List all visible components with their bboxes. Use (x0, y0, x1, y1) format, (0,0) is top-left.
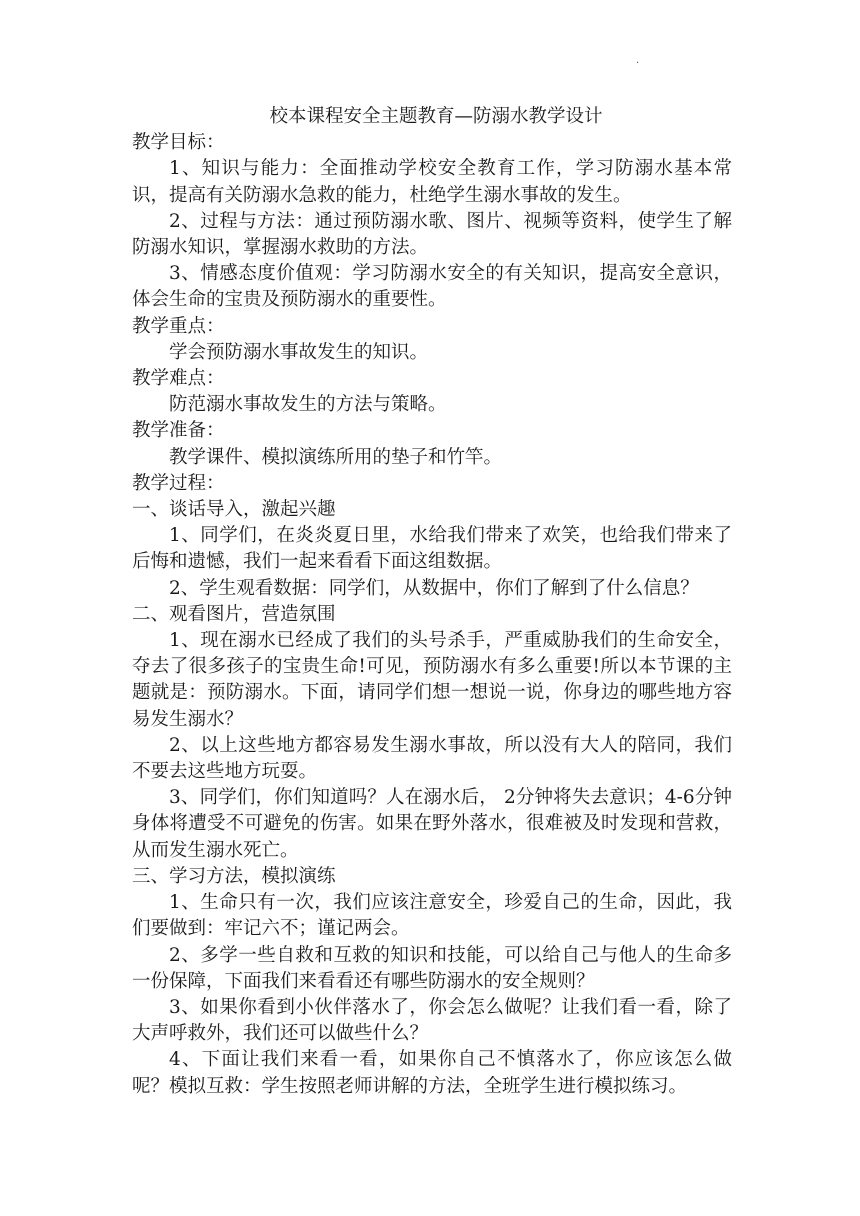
difficulties-text: 防范溺水事故发生的方法与策略。 (169, 394, 447, 416)
preparation-text: 教学课件、模拟演练所用的垫子和竹竿。 (169, 446, 503, 468)
section-paragraph: 1、同学们，在炎炎夏日里，水给我们带来了欢笑，也给我们带来了后悔和遗憾，我们一起来看看下面这组数据。 (132, 525, 732, 573)
goal-item: 1、知识与能力：全面推动学校安全教育工作，学习防溺水基本常识，提高有关防溺水急救的能力，杜绝学生溺水事故的发生。 (132, 158, 732, 206)
goal-item: 2、过程与方法：通过预防溺水歌、图片、视频等资料，使学生了解防溺水知识，掌握溺水救助的方法。 (132, 210, 732, 259)
process-heading: 教学过程： (132, 472, 225, 494)
section-paragraph: 4、下面让我们来看一看，如果你自己不慎落水了，你应该怎么做呢？模拟互救：学生按照老师讲解的方法，全班学生进行模拟练习。 (132, 1049, 732, 1097)
section-paragraph: 1、现在溺水已经成了我们的头号杀手，严重威胁我们的生命安全，夺去了很多孩子的宝贵生命!可见，预防溺水有多么重要!所以本节课的主题就是：预防溺水。下面，请同学们想一想说一说，你身边的哪些地方容易发生溺水？ (132, 630, 732, 730)
section-paragraph: 3、如果你看到小伙伴落水了，你会怎么做呢？让我们看一看，除了大声呼救外，我们还可以做些什么？ (132, 996, 732, 1045)
section-paragraph: 3、同学们，你们知道吗？人在溺水后， 2分钟将失去意识；4-6分钟身体将遭受不可避免的伤害。如果在野外落水，很难被及时发现和营救，从而发生溺水死亡。 (132, 787, 732, 861)
document-body (132, 104, 732, 1100)
document-title: 校本课程安全主题教育—防溺水教学设计 (269, 106, 603, 127)
preparation-heading: 教学准备： (132, 420, 225, 442)
section-title: 三、学习方法，模拟演练 (132, 865, 336, 887)
goals-heading: 教学目标： (132, 132, 225, 154)
key-points-heading: 教学重点： (132, 315, 225, 337)
section-paragraph: 2、学生观看数据：同学们，从数据中，你们了解到了什么信息？ (169, 577, 699, 599)
section-title: 二、观看图片，营造氛围 (132, 603, 336, 625)
section-paragraph: 1、生命只有一次，我们应该注意安全，珍爱自己的生命，因此，我们要做到：牢记六不；谨记两会。 (132, 892, 732, 940)
section-paragraph: 2、以上这些地方都容易发生溺水事故，所以没有大人的陪同，我们不要去这些地方玩耍。 (132, 734, 732, 783)
section-title: 一、谈话导入，激起兴趣 (132, 499, 336, 521)
section-paragraph: 2、多学一些自救和互救的知识和技能，可以给自己与他人的生命多一份保障，下面我们来看看还有哪些防溺水的安全规则？ (132, 944, 732, 992)
difficulties-heading: 教学难点： (132, 368, 225, 390)
header-mark: · (636, 58, 640, 69)
goal-item: 3、情感态度价值观：学习防溺水安全的有关知识，提高安全意识，体会生命的宝贵及预防溺水的重要性。 (132, 263, 732, 311)
key-points-text: 学会预防溺水事故发生的知识。 (169, 341, 429, 363)
